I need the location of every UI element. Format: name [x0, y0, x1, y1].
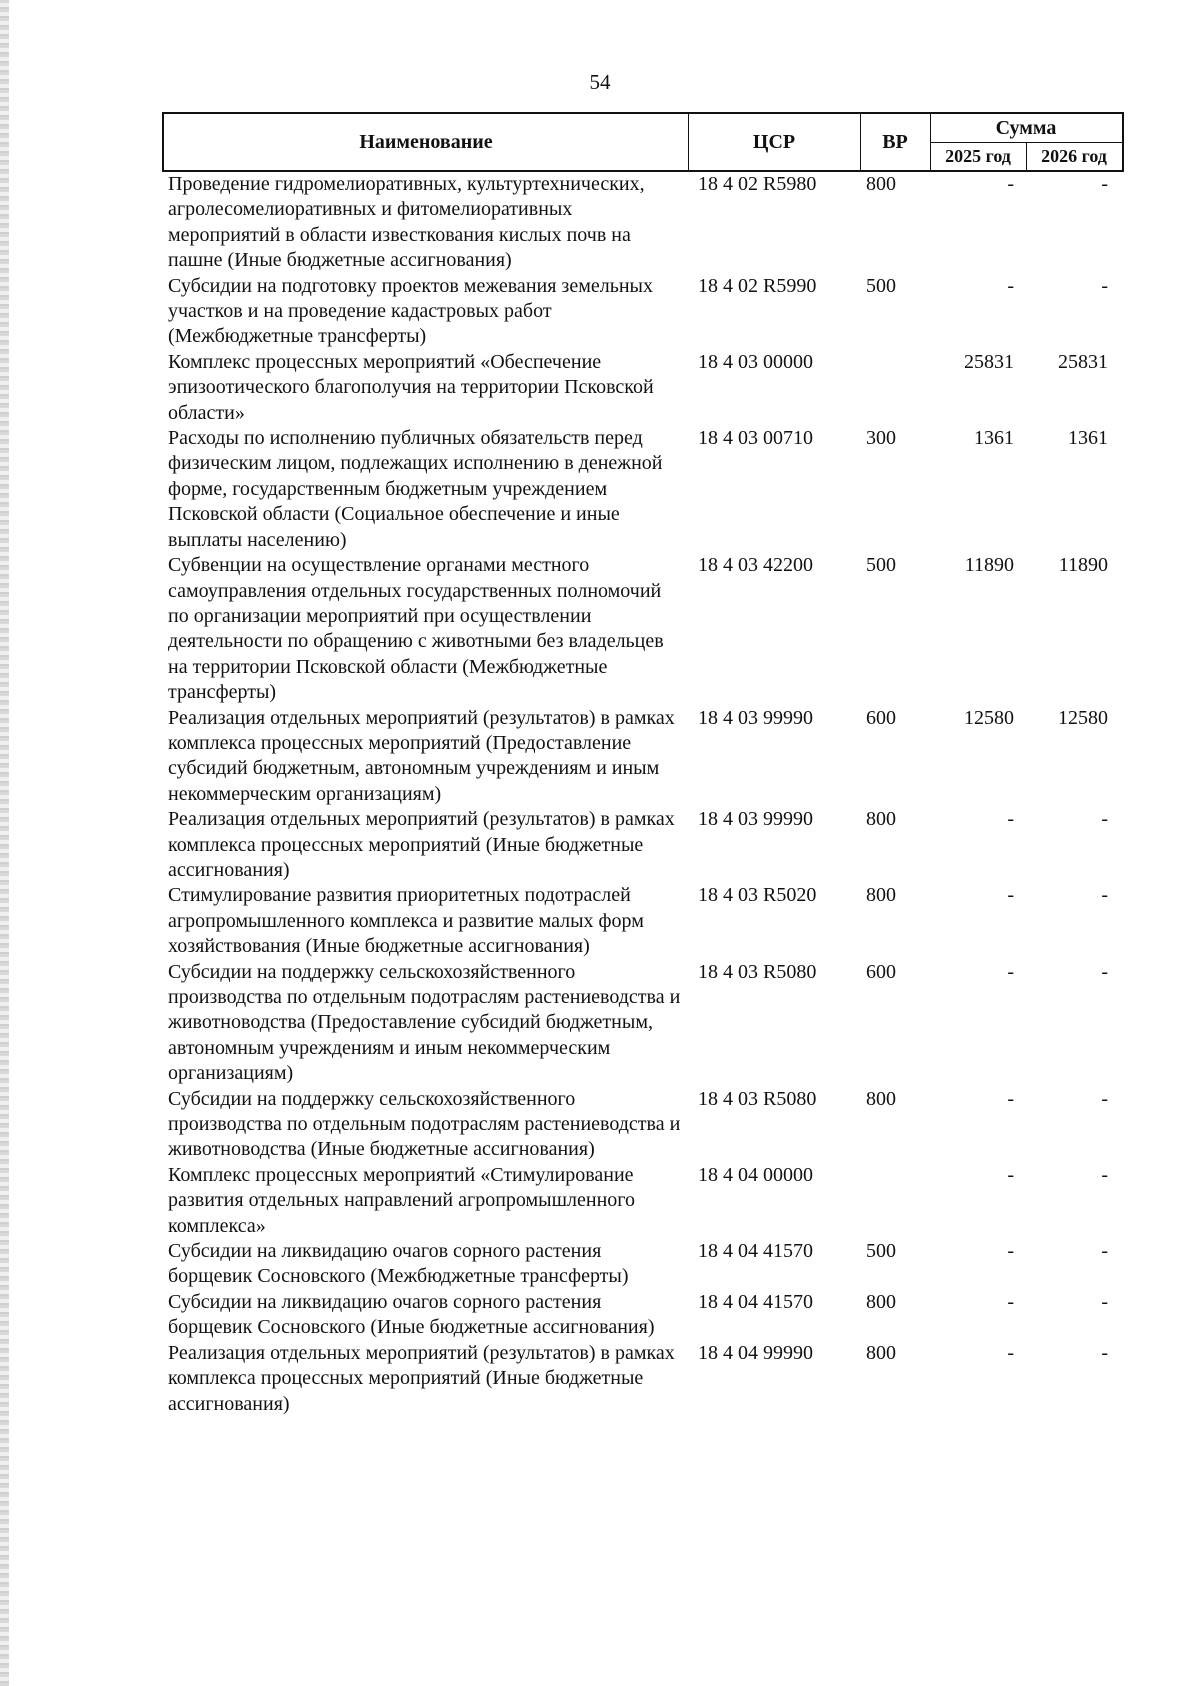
row-vr: 800: [866, 808, 896, 831]
row-sum-2025: -: [1007, 1290, 1014, 1313]
table-row: [162, 274, 1124, 350]
row-name: Субвенции на осуществление органами местного самоуправления отдельных государственных полномочий по организации мероприятий при осуществлении деятельности по обращению с животными без владельцев на территории Псковской области (Межбюджетные трансферты): [168, 554, 664, 704]
row-vr: 500: [866, 274, 896, 297]
row-name: Комплекс процессных мероприятий «Стимулирование развития отдельных направлений агропромышленного комплекса»: [168, 1163, 635, 1237]
row-name: Субсидии на поддержку сельскохозяйственного производства по отдельным подотраслям растениеводства и животноводства (Иные бюджетные ассигнования): [168, 1087, 681, 1161]
row-vr: 600: [866, 706, 896, 729]
row-vr: 800: [866, 884, 896, 907]
row-sum-2026: -: [1101, 1087, 1108, 1110]
row-vr: 800: [866, 1290, 896, 1313]
row-vr: 800: [866, 1341, 896, 1364]
table-row: [162, 426, 1124, 553]
row-sum-2025: -: [1007, 808, 1014, 831]
header-sum: Сумма: [930, 114, 1122, 143]
row-csr: 18 4 03 00710: [698, 427, 813, 450]
row-sum-2025: -: [1007, 1341, 1014, 1364]
table-row: [162, 172, 1124, 274]
row-name: Проведение гидромелиоративных, культуртехнических, агролесомелиоративных и фитомелиоративных мероприятий в области известкования кислых почв на пашне (Иные бюджетные ассигнования): [168, 173, 645, 272]
table-row: [162, 350, 1124, 426]
table-row: [162, 706, 1124, 808]
row-csr: 18 4 04 00000: [698, 1163, 813, 1186]
table-row: [162, 960, 1124, 1087]
row-csr: 18 4 03 42200: [698, 554, 813, 577]
row-name: Реализация отдельных мероприятий (результатов) в рамках комплекса процессных мероприятий (Предоставление субсидий бюджетным, автономным учреждениям и иным некоммерческим организациям): [168, 706, 675, 805]
row-csr: 18 4 04 99990: [698, 1341, 813, 1364]
row-sum-2025: -: [1007, 173, 1014, 195]
row-sum-2026: -: [1101, 808, 1108, 831]
row-vr: 800: [866, 173, 896, 195]
row-sum-2025: 25831: [964, 350, 1014, 373]
row-sum-2026: -: [1101, 884, 1108, 907]
row-sum-2026: -: [1101, 274, 1108, 297]
row-name: Субсидии на ликвидацию очагов сорного растения борщевик Сосновского (Межбюджетные трансферты): [168, 1240, 629, 1288]
row-sum-2025: -: [1007, 884, 1014, 907]
row-csr: 18 4 03 99990: [698, 706, 813, 729]
row-csr: 18 4 03 R5020: [698, 884, 817, 907]
row-sum-2026: -: [1101, 1240, 1108, 1263]
row-csr: 18 4 03 99990: [698, 808, 813, 831]
row-sum-2025: -: [1007, 960, 1014, 983]
page-number: 54: [589, 70, 611, 94]
row-sum-2026: 11890: [1058, 554, 1108, 577]
row-sum-2026: 25831: [1058, 350, 1108, 373]
table-row: [162, 1290, 1124, 1341]
table-row: [162, 1163, 1124, 1239]
row-sum-2025: -: [1007, 1087, 1014, 1110]
row-sum-2026: 12580: [1058, 706, 1108, 729]
row-name: Комплекс процессных мероприятий «Обеспечение эпизоотического благополучия на территории Псковской области»: [168, 350, 654, 424]
row-csr: 18 4 02 R5980: [698, 173, 817, 195]
row-name: Стимулирование развития приоритетных подотраслей агропромышленного комплекса и развитие малых форм хозяйствования (Иные бюджетные ассигнования): [168, 884, 644, 958]
table-header: [162, 112, 1124, 172]
row-sum-2025: 11890: [964, 554, 1014, 577]
row-sum-2026: -: [1101, 960, 1108, 983]
row-name: Расходы по исполнению публичных обязательств перед физическим лицом, подлежащих исполнению в денежной форме, государственным бюджетным учреждением Псковской области (Социальное обеспечение и иные выплаты населению): [168, 427, 663, 551]
row-sum-2026: -: [1101, 1290, 1108, 1313]
row-sum-2025: -: [1007, 1240, 1014, 1263]
row-name: Субсидии на ликвидацию очагов сорного растения борщевик Сосновского (Иные бюджетные ассигнования): [168, 1290, 655, 1339]
header-csr: ЦСР: [688, 114, 861, 170]
header-year-2025: 2025 год: [930, 142, 1027, 170]
row-sum-2025: 1361: [974, 427, 1014, 450]
table-row: [162, 1087, 1124, 1163]
row-csr: 18 4 02 R5990: [698, 274, 817, 297]
row-sum-2026: -: [1101, 1163, 1108, 1186]
header-vr: ВР: [860, 114, 931, 170]
row-csr: 18 4 04 41570: [698, 1290, 813, 1313]
header-name: Наименование: [164, 114, 689, 170]
row-vr: 500: [866, 554, 896, 577]
row-name: Субсидии на поддержку сельскохозяйственного производства по отдельным подотраслям растениеводства и животноводства (Предоставление субсидий бюджетным, автономным учреждениям и иным некоммерческим организациям): [168, 960, 681, 1085]
table-row: [162, 1341, 1124, 1417]
row-sum-2025: 12580: [964, 706, 1014, 729]
row-name: Реализация отдельных мероприятий (результатов) в рамках комплекса процессных мероприятий (Иные бюджетные ассигнования): [168, 1341, 675, 1415]
table-row: [162, 807, 1124, 883]
row-vr: 800: [866, 1087, 896, 1110]
header-year-2026: 2026 год: [1041, 145, 1107, 166]
row-sum-2026: -: [1101, 1341, 1108, 1364]
row-vr: 300: [866, 427, 896, 450]
row-sum-2026: 1361: [1068, 427, 1108, 450]
row-vr: 500: [866, 1240, 896, 1263]
row-csr: 18 4 03 00000: [698, 350, 813, 373]
table-row: [162, 553, 1124, 705]
table-body: [162, 172, 1124, 1417]
row-csr: 18 4 04 41570: [698, 1240, 813, 1263]
row-sum-2025: -: [1007, 1163, 1014, 1186]
table-row: [162, 1239, 1124, 1290]
scan-edge: [0, 0, 9, 1686]
row-csr: 18 4 03 R5080: [698, 1087, 817, 1110]
row-vr: 600: [866, 960, 896, 983]
budget-table: [162, 112, 1124, 1417]
row-sum-2026: -: [1101, 173, 1108, 195]
row-name: Субсидии на подготовку проектов межевания земельных участков и на проведение кадастровых работ (Межбюджетные трансферты): [168, 274, 653, 348]
row-name: Реализация отдельных мероприятий (результатов) в рамках комплекса процессных мероприятий (Иные бюджетные ассигнования): [168, 808, 675, 881]
row-csr: 18 4 03 R5080: [698, 960, 817, 983]
table-row: [162, 883, 1124, 959]
row-sum-2025: -: [1007, 274, 1014, 297]
